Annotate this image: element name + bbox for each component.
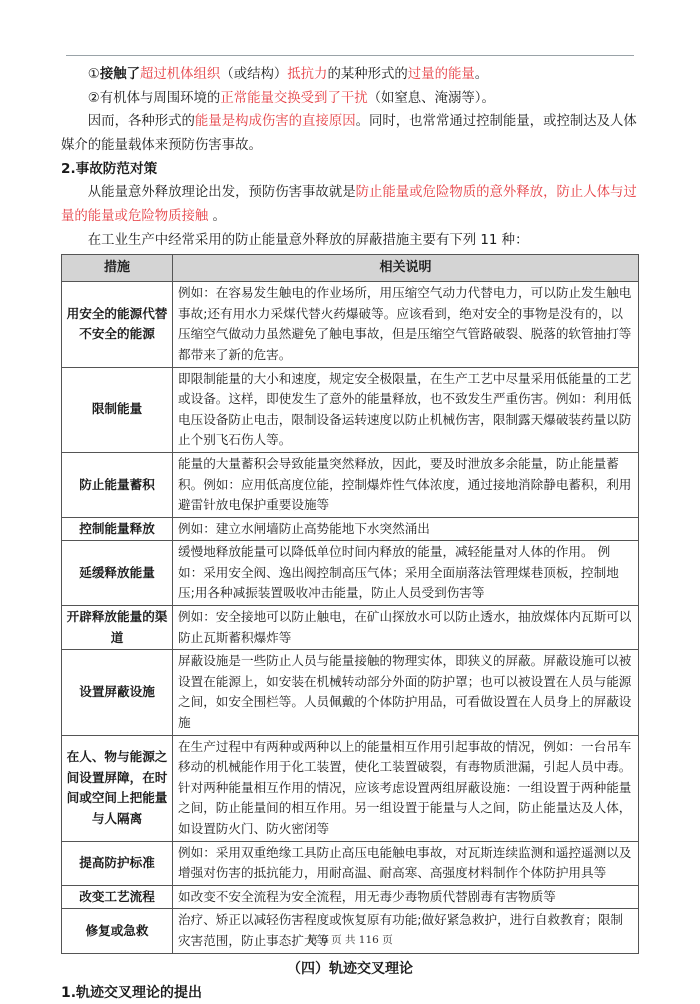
item-1-highlight-2: 抵抗力: [287, 67, 328, 82]
header-measure: 措施: [62, 255, 173, 282]
para-3-start: 因而，各种形式的: [87, 114, 195, 130]
description-cell: 屏蔽设施是一些防止人员与能量接触的物理实体，即狭义的屏蔽。屏蔽设施可以被设置在能源上，如安装在机械转动部分外面的防护罩；也可以被设置在人员与能源之间，如安全围栏等。人员佩戴的个体防护用品，可看做设置在人员身上的屏蔽设施: [173, 650, 639, 735]
para-3-highlight: 能量是构成伤害的直接原因: [194, 114, 356, 130]
measure-cell: 提高防护标准: [62, 841, 173, 885]
description-cell: 治疗、矫正以减轻伤害程度或恢复原有功能;做好紧急救护，进行自救教育；限制灾害范围，防止事态扩大等: [173, 909, 639, 953]
item-2: [61, 87, 639, 111]
item-1-highlight-1: 超过机体组织: [139, 67, 221, 82]
description-cell: 能量的大量蓄积会导致能量突然释放，因此，要及时泄放多余能量，防止能量蓄积。例如：应用低高度位能，控制爆炸性气体浓度，通过接地消除静电蓄积，利用避雷针放电保护重要设施等: [173, 452, 639, 517]
description-cell: 例如：安全接地可以防止触电，在矿山探放水可以防止透水，抽放煤体内瓦斯可以防止瓦斯蓄积爆炸等: [173, 606, 639, 650]
description-cell: 例如：采用双重绝缘工具防止高压电能触电事故，对瓦斯连续监测和遥控遥测以及增强对伤害的抵抗能力，用耐高温、耐高寒、高强度材料制作个体防护用具等: [173, 841, 639, 885]
table-row: [62, 517, 639, 541]
description-cell: 例如：建立水闸墙防止高势能地下水突然涌出: [173, 517, 639, 541]
table-row: [62, 606, 639, 650]
measure-cell: 修复或急救: [62, 909, 173, 953]
measure-cell: 用安全的能源代替不安全的能源: [62, 282, 173, 367]
item-1-number: ①: [87, 67, 100, 82]
header-description: 相关说明: [173, 255, 639, 282]
item-1-bold: 接触了: [99, 67, 140, 82]
table-row: [62, 650, 639, 735]
table-row: [62, 452, 639, 517]
item-2-end: （如窒息、淹溺等）。: [367, 90, 495, 106]
para-4-highlight: 防止能量或危险物质的意外释放，防止人体与过量的能量或危险物质接触: [61, 185, 637, 224]
table-body: [62, 282, 639, 953]
measure-cell: 在人、物与能源之间设置屏障，在时间或空间上把能量与人隔离: [62, 735, 173, 841]
page-content: [61, 63, 639, 1004]
paragraph-table-intro: 在工业生产中经常采用的防止能量意外释放的屏蔽措施主要有下列 11 种：: [87, 232, 529, 248]
item-2-highlight: 正常能量交换受到了干扰: [220, 90, 368, 106]
page-footer: 第 6 页 共 116 页: [307, 934, 393, 946]
item-2-text: ②有机体与周围环境的: [87, 90, 221, 106]
section-heading-prevention: 2.事故防范对策: [61, 161, 158, 178]
description-cell: 即限制能量的大小和速度，规定安全极限量，在生产工艺中尽量采用低能量的工艺或设备。这样，即使发生了意外的能量释放，也不致发生严重伤害。例如：利用低电压设备防止电击，限制设备运转速度以防止机械伤害，限制露天爆破装药量以防止个别飞石伤人等。: [173, 367, 639, 452]
table-row: [62, 735, 639, 841]
table-row: [62, 282, 639, 367]
table-row: [62, 885, 639, 909]
table-row: [62, 367, 639, 452]
description-cell: 如改变不安全流程为安全流程，用无毒少毒物质代替剧毒有害物质等: [173, 885, 639, 909]
paragraph-prevention: [61, 181, 639, 228]
shielding-measures-table: [61, 254, 639, 953]
chapter-heading: （四）轨迹交叉理论: [287, 960, 413, 977]
item-1-text-2: 的某种形式的: [327, 67, 408, 82]
description-cell: 缓慢地释放能量可以降低单位时间内释放的能量，减轻能量对人体的作用。 例如：采用安全阀、逸出阀控制高压气体；采用全面崩落法管理煤巷顶板，控制地压;用各种减振装置吸收冲击能量，防止人员受到伤害等: [173, 541, 639, 606]
measure-cell: 延缓释放能量: [62, 541, 173, 606]
table-row: [62, 841, 639, 885]
table-row: [62, 541, 639, 606]
item-1: [61, 63, 639, 87]
item-1-end: 。: [474, 67, 489, 82]
para-3-end: 。同时，也常常通过控制能量，或控制达及人体媒介的能量载体来预防伤害事故。: [61, 114, 637, 153]
item-1-text-1: （或结构）: [220, 67, 288, 82]
table-header-row: [62, 255, 639, 282]
measure-cell: 改变工艺流程: [62, 885, 173, 909]
para-4-end: 。: [208, 208, 226, 224]
header-rule: [66, 55, 634, 56]
description-cell: 例如：在容易发生触电的作业场所，用压缩空气动力代替电力，可以防止发生触电事故;还有用水力采煤代替火药爆破等。应该看到，绝对安全的事物是没有的，以压缩空气做动力虽然避免了触电事故，但是压缩空气管路破裂、脱落的软管抽打等都带来了新的危害。: [173, 282, 639, 367]
measure-cell: 设置屏蔽设施: [62, 650, 173, 735]
measure-cell: 控制能量释放: [62, 517, 173, 541]
measure-cell: 限制能量: [62, 367, 173, 452]
measure-cell: 开辟释放能量的渠道: [62, 606, 173, 650]
item-1-highlight-3: 过量的能量: [407, 67, 475, 82]
subsection-heading: 1.轨迹交叉理论的提出: [61, 984, 203, 1001]
description-cell: 在生产过程中有两种或两种以上的能量相互作用引起事故的情况，例如：一台吊车移动的机械能作用于化工装置，使化工装置破裂，有毒物质泄漏，引起人员中毒。针对两种能量相互作用的情况，应该考虑设置两组屏蔽设施：一组设置于两种能量之间，防止能量间的相互作用。另一组设置于能量与人之间，防止能量达及人体，如设置防火门、防火密闭等: [173, 735, 639, 841]
paragraph-energy-cause: [61, 110, 639, 157]
para-4-start: 从能量意外释放理论出发，预防伤害事故就是: [87, 185, 356, 201]
measure-cell: 防止能量蓄积: [62, 452, 173, 517]
